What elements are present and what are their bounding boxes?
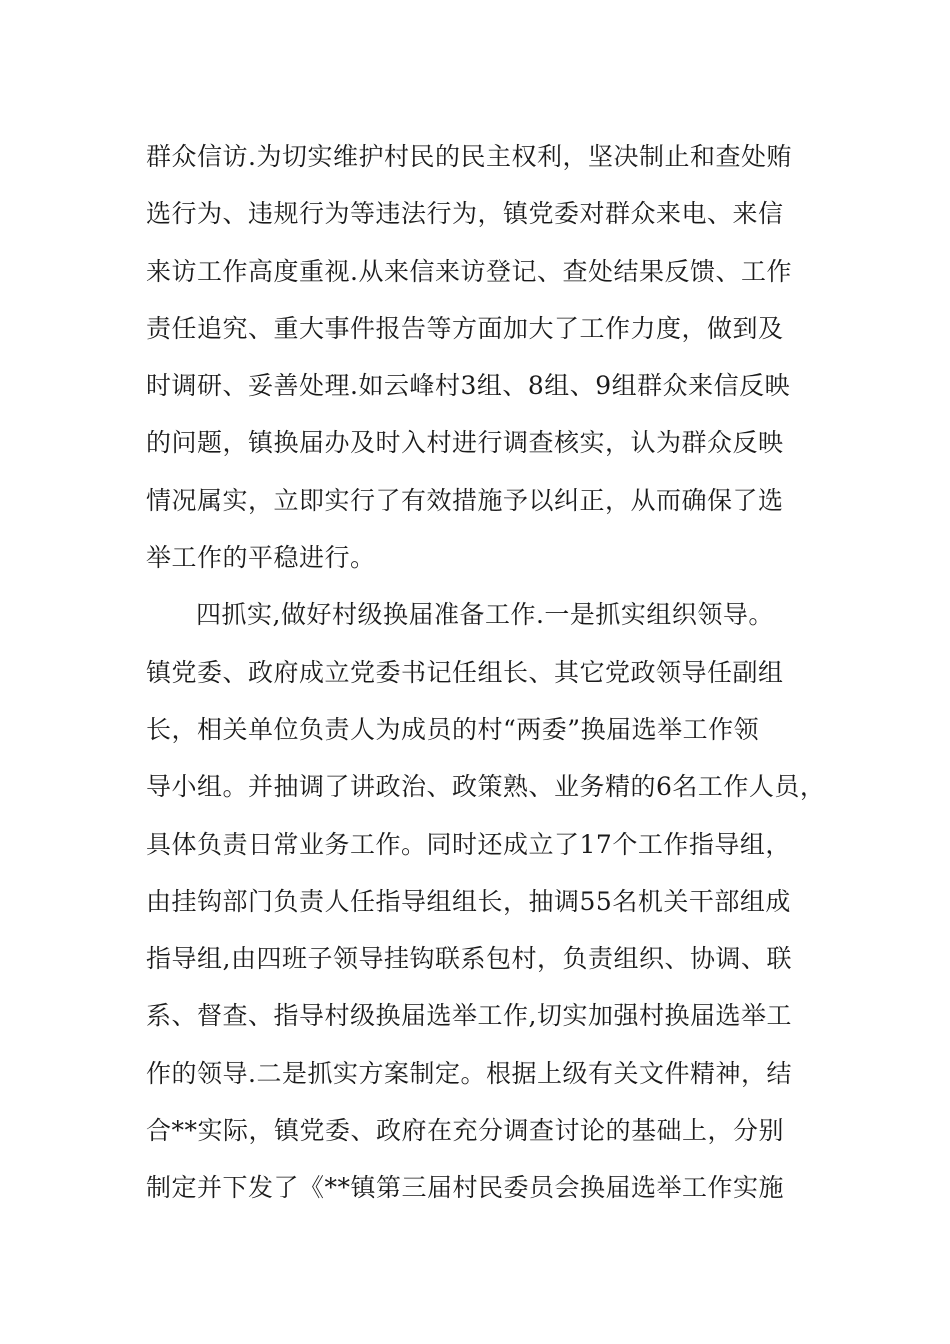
text-line: 镇党委、政府成立党委书记任组长、其它党政领导任副组 bbox=[146, 657, 784, 687]
paragraph-first-line: 四抓实,做好村级换届准备工作.一是抓实组织领导。 bbox=[196, 600, 774, 630]
text-line: 时调研、妥善处理.如云峰村3组、8组、9组群众来信反映 bbox=[146, 371, 791, 401]
text-line: 制定并下发了《**镇第三届村民委员会换届选举工作实施 bbox=[146, 1173, 785, 1203]
text-line: 指导组,由四班子领导挂钩联系包村，负责组织、协调、联 bbox=[146, 944, 792, 974]
text-line: 由挂钩部门负责人任指导组组长，抽调55名机关干部组成 bbox=[146, 886, 791, 916]
body-text bbox=[146, 128, 826, 1217]
text-line: 举工作的平稳进行。 bbox=[146, 543, 376, 573]
text-line: 群众信访.为切实维护村民的民主权利，坚决制止和查处贿 bbox=[146, 142, 792, 171]
text-line: 选行为、违规行为等违法行为，镇党委对群众来电、来信 bbox=[146, 199, 784, 229]
text-line: 长，相关单位负责人为成员的村“两委”换届选举工作领 bbox=[146, 714, 760, 744]
text-line: 作的领导.二是抓实方案制定。根据上级有关文件精神，结 bbox=[146, 1058, 792, 1088]
text-line: 的问题，镇换届办及时入村进行调查核实，认为群众反映 bbox=[146, 428, 784, 458]
text-line: 合**实际，镇党委、政府在充分调查讨论的基础上，分别 bbox=[146, 1116, 785, 1146]
text-line: 责任追究、重大事件报告等方面加大了工作力度，做到及 bbox=[146, 313, 784, 343]
text-line: 系、督查、指导村级换届选举工作,切实加强村换届选举工 bbox=[146, 1001, 792, 1031]
text-line: 具体负责日常业务工作。同时还成立了17个工作指导组， bbox=[146, 829, 791, 859]
text-line: 情况属实，立即实行了有效措施予以纠正，从而确保了选 bbox=[146, 485, 784, 515]
text-line: 来访工作高度重视.从来信来访登记、查处结果反馈、工作 bbox=[146, 256, 792, 286]
text-line: 导小组。并抽调了讲政治、政策熟、业务精的6名工作人员， bbox=[146, 772, 826, 802]
